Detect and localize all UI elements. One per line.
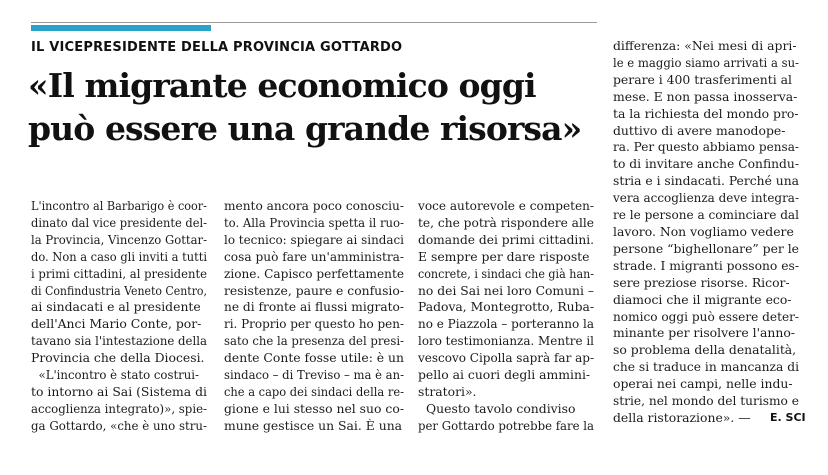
text-line: do. Non a caso gli inviti a tutti bbox=[31, 248, 207, 264]
text-line: differenza: «Nei mesi di apri- bbox=[613, 38, 797, 53]
article-column-3 bbox=[418, 198, 594, 435]
text-line: dell'Anci Mario Conte, por- bbox=[31, 316, 202, 332]
text-line: diamoci che il migrante eco- bbox=[613, 291, 792, 307]
text-line: lavoro. Non vogliamo vedere bbox=[613, 223, 794, 239]
text-line: Padova, Montegrotto, Ruba- bbox=[418, 299, 594, 315]
text-line: che a capo dei sindaci della re- bbox=[224, 383, 404, 399]
headline-line-1: «Il migrante economico oggi bbox=[28, 66, 536, 105]
text-line: pello ai cuori degli ammini- bbox=[418, 367, 591, 383]
text-line: vera accoglienza deve integra- bbox=[613, 190, 799, 206]
text-line: dente Conte fosse utile: è un bbox=[224, 350, 404, 366]
text-line: operai nei campi, nelle indu- bbox=[613, 376, 793, 392]
text-line: strade. I migranti possono es- bbox=[613, 257, 799, 273]
text-line: so problema della denatalità, bbox=[613, 342, 797, 358]
text-line: la Provincia, Vincenzo Gottar- bbox=[31, 231, 207, 247]
author-signature: E. SCI bbox=[770, 411, 806, 424]
text-line: di Confindustria Veneto Centro, bbox=[31, 282, 207, 298]
text-line: ri. Proprio per questo ho pen- bbox=[224, 316, 404, 332]
headline bbox=[28, 64, 603, 150]
article-column-1 bbox=[31, 198, 207, 435]
text-line: zione. Capisco perfettamente bbox=[224, 265, 404, 281]
text-line: concrete, i sindaci che già han- bbox=[418, 265, 594, 281]
text-line: minante per risolvere l'anno- bbox=[613, 325, 795, 341]
text-line: resistenze, paure e confusio- bbox=[224, 282, 404, 298]
text-line: accoglienza integrato)», spie- bbox=[31, 400, 207, 416]
text-line: i primi cittadini, al presidente bbox=[31, 265, 207, 281]
kicker: IL VICEPRESIDENTE DELLA PROVINCIA GOTTARDO bbox=[31, 40, 403, 55]
text-line: «L'incontro è stato costrui- bbox=[38, 367, 200, 383]
text-line: no e Piazzola – porteranno la bbox=[418, 316, 594, 332]
article-column-2 bbox=[224, 198, 404, 435]
text-line: tavano sia l'intestazione della bbox=[31, 333, 207, 349]
text-line: mese. E non passa inosserva- bbox=[613, 88, 798, 104]
text-line: duttivo di avere manodope- bbox=[613, 122, 786, 138]
text-line: della ristorazione». — bbox=[613, 409, 751, 425]
text-line: to. Alla Provincia spetta il ruo- bbox=[224, 214, 404, 230]
text-line: stratori». bbox=[418, 383, 477, 399]
text-line: ai sindacati e al presidente bbox=[31, 299, 201, 315]
text-line: perare i 400 trasferimenti al bbox=[613, 71, 793, 87]
text-line: ga Gottardo, «che è uno stru- bbox=[31, 417, 207, 433]
text-line: no dei Sai nei loro Comuni – bbox=[418, 282, 594, 298]
top-rule bbox=[31, 22, 597, 23]
headline-line-2: può essere una grande risorsa» bbox=[28, 109, 582, 148]
text-line: cosa può fare un'amministra- bbox=[224, 248, 404, 264]
text-line: gione e lui stesso nel suo co- bbox=[224, 400, 404, 416]
text-line: persone “bighellonare” per le bbox=[613, 240, 799, 256]
text-line: sere preziose risorse. Ricor- bbox=[613, 274, 790, 290]
text-line: nomico oggi può essere deter- bbox=[613, 308, 799, 324]
text-line: domande dei primi cittadini. bbox=[418, 231, 594, 247]
text-line: le e maggio siamo arrivati a su- bbox=[613, 54, 799, 70]
article-column-4 bbox=[613, 38, 799, 427]
text-line: ne di fronte ai flussi migrato- bbox=[224, 299, 404, 315]
text-line: sindaco – di Treviso – ma è an- bbox=[224, 367, 404, 383]
text-line: mento ancora poco conosciu- bbox=[224, 198, 404, 213]
text-line: voce autorevole e competen- bbox=[418, 198, 594, 213]
text-line: strie, nel mondo del turismo e bbox=[613, 393, 799, 409]
text-line: L'incontro al Barbarigo è coor- bbox=[31, 198, 207, 213]
text-line: to di invitare anche Confindu- bbox=[613, 156, 799, 172]
text-line: stria e i sindacati. Perché una bbox=[613, 173, 799, 189]
text-line: to intorno ai Sai (Sistema di bbox=[31, 383, 207, 399]
text-line: loro testimonianza. Mentre il bbox=[418, 333, 594, 349]
text-line: re le persone a cominciare dal bbox=[613, 207, 799, 223]
text-line: sato che la presenza del presi- bbox=[224, 333, 404, 349]
text-line: vescovo Cipolla saprà far ap- bbox=[418, 350, 594, 366]
text-line: per Gottardo potrebbe fare la bbox=[418, 417, 594, 433]
text-line: mune gestisce un Sai. È una bbox=[224, 417, 403, 433]
text-line: E sempre per dare risposte bbox=[418, 248, 590, 264]
text-line: dinato dal vice presidente del- bbox=[31, 214, 207, 230]
text-line: Questo tavolo condiviso bbox=[426, 400, 576, 416]
text-line: lo tecnico: spiegare ai sindaci bbox=[224, 231, 404, 247]
text-line: che si traduce in mancanza di bbox=[613, 359, 799, 375]
text-line: te, che potrà rispondere alle bbox=[418, 214, 594, 230]
text-line: Provincia che della Diocesi. bbox=[31, 350, 205, 366]
text-line: ra. Per questo abbiamo pensa- bbox=[613, 139, 799, 155]
accent-bar bbox=[31, 25, 211, 31]
text-line: ta la richiesta del mondo pro- bbox=[613, 105, 799, 121]
